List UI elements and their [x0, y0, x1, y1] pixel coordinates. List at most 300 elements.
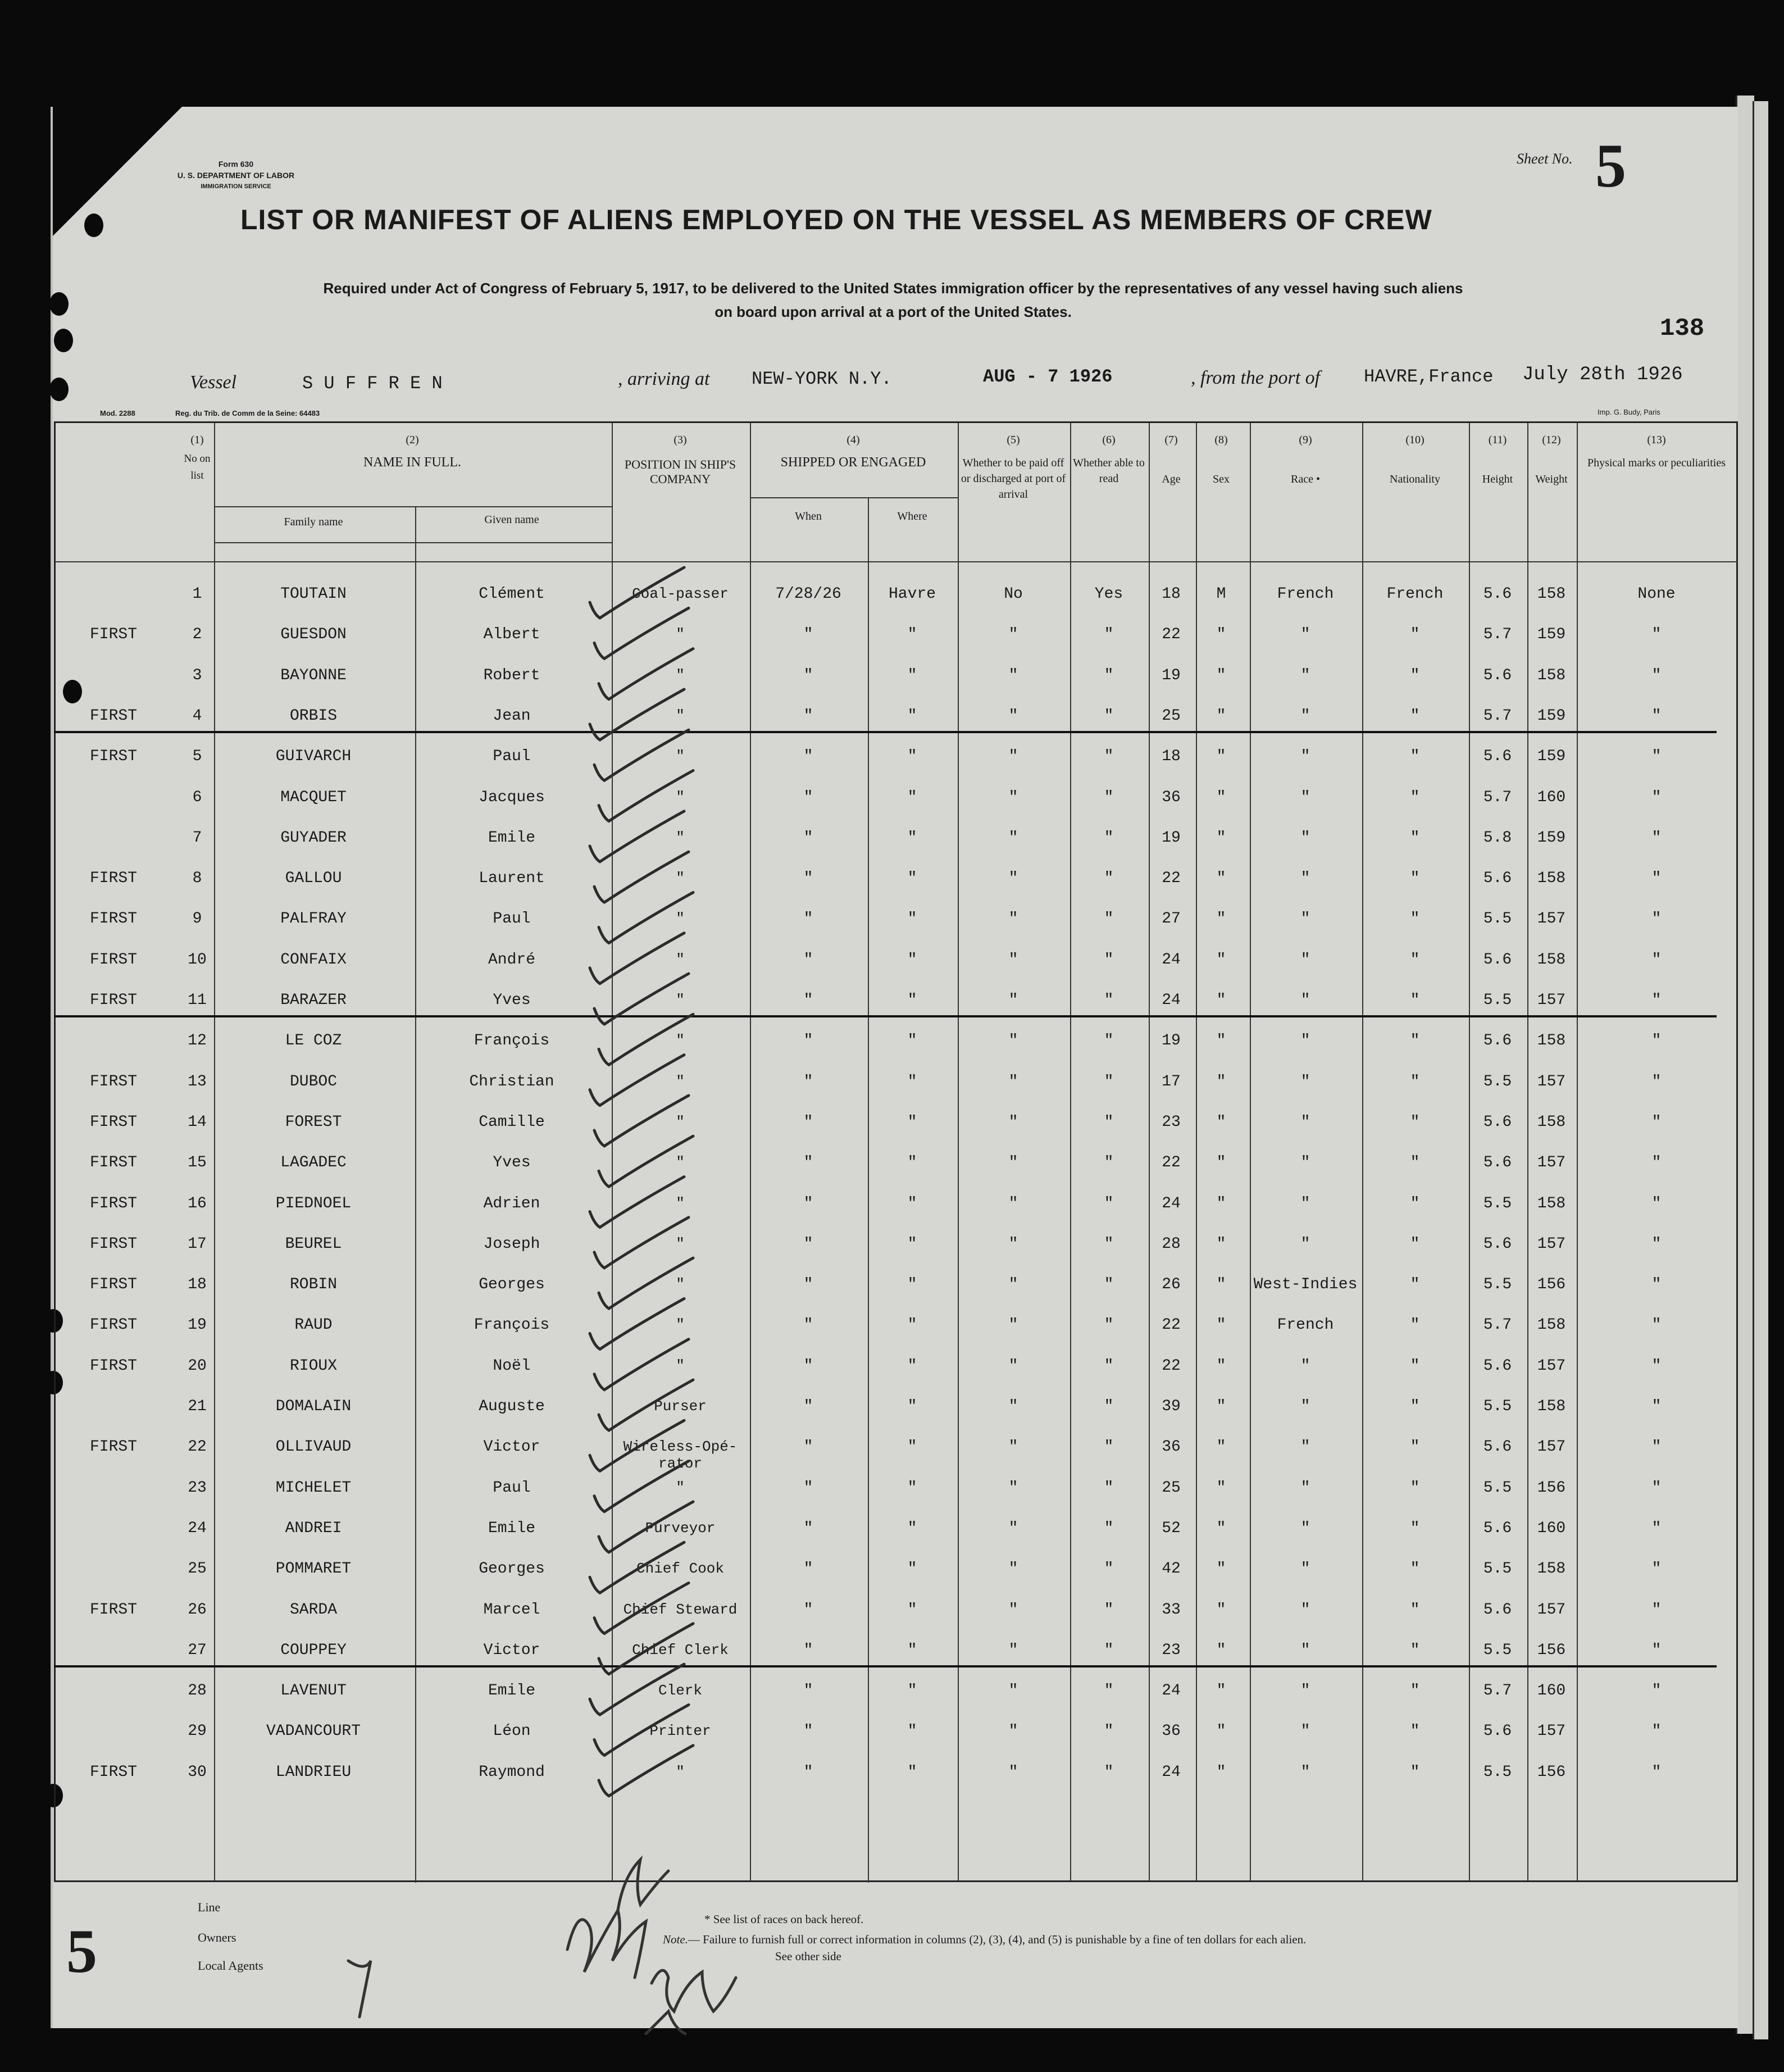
sex: " [1216, 910, 1226, 928]
position: " [676, 1479, 685, 1496]
height: 5.6 [1483, 1113, 1512, 1131]
sex: " [1216, 1398, 1226, 1415]
first-mark: FIRST [89, 707, 137, 725]
physical-marks: " [1651, 951, 1662, 969]
col-header-marks: (13) Physical marks or peculiarities [1587, 434, 1726, 469]
position: Printer [649, 1723, 711, 1740]
shipped-where: " [907, 1519, 917, 1537]
subtitle-line-1: Required under Act of Congress of February 5, 1917, to be delivered to the United States immigration officer by the representatives of any vessel having such aliens [323, 280, 1463, 297]
family-name: OLLIVAUD [275, 1438, 352, 1456]
race: " [1300, 1479, 1310, 1497]
sheet-label: Sheet No. [1517, 151, 1573, 167]
race: " [1300, 1113, 1310, 1131]
given-name: Noël [493, 1357, 531, 1375]
height: 5.7 [1483, 788, 1512, 806]
race: French [1277, 1316, 1334, 1334]
physical-marks: " [1651, 829, 1662, 847]
sex: " [1216, 788, 1226, 806]
printer-imprint: Imp. G. Budy, Paris [1598, 408, 1660, 416]
physical-marks: " [1651, 748, 1662, 766]
nationality: " [1410, 951, 1420, 969]
shipped-when: " [803, 748, 813, 766]
age: 22 [1162, 1357, 1181, 1375]
race: " [1300, 870, 1310, 888]
weight: 158 [1537, 666, 1566, 684]
age: 39 [1162, 1398, 1181, 1415]
weight: 158 [1537, 1113, 1566, 1131]
physical-marks: " [1651, 707, 1662, 725]
nationality: " [1410, 870, 1420, 888]
vessel-name: S U F F R E N [302, 373, 443, 394]
physical-marks: " [1651, 1682, 1662, 1700]
col-header-age: (7) Age [1162, 434, 1181, 485]
able-to-read: " [1104, 788, 1114, 806]
able-to-read: " [1104, 1560, 1114, 1578]
height: 5.6 [1483, 1235, 1512, 1253]
paid-off: " [1008, 1073, 1018, 1090]
able-to-read: " [1104, 992, 1114, 1009]
nationality: " [1410, 1479, 1420, 1497]
weight: 158 [1537, 870, 1566, 888]
position: " [676, 992, 685, 1008]
family-name: RAUD [294, 1316, 333, 1334]
age: 22 [1162, 626, 1181, 644]
row-number: 10 [188, 951, 207, 969]
weight: 158 [1537, 1560, 1566, 1578]
row-number: 4 [192, 707, 202, 725]
check-mark [594, 1096, 689, 1146]
row-number: 6 [192, 788, 202, 806]
position: Chief Steward [623, 1601, 738, 1618]
position: Wireless-Opé- rator [623, 1438, 738, 1473]
given-name: Raymond [479, 1763, 545, 1781]
check-mark [594, 608, 689, 658]
shipped-when: " [803, 1194, 813, 1212]
shipped-when: " [803, 666, 813, 684]
nationality: " [1410, 829, 1420, 847]
family-name: GUIVARCH [275, 748, 352, 766]
physical-marks: " [1651, 1438, 1662, 1456]
check-mark [590, 689, 684, 740]
shipped-when: " [803, 910, 813, 928]
physical-marks: " [1651, 870, 1662, 888]
physical-marks: " [1651, 1519, 1662, 1537]
age: 28 [1162, 1235, 1181, 1253]
nationality: " [1410, 1113, 1420, 1131]
check-mark [594, 1583, 689, 1634]
family-name: SARDA [289, 1601, 337, 1619]
race: " [1300, 707, 1310, 725]
shipped-where: " [907, 951, 917, 969]
able-to-read: " [1104, 1357, 1114, 1375]
physical-marks: " [1651, 1357, 1662, 1375]
paid-off: " [1008, 1154, 1018, 1172]
first-mark: FIRST [89, 1601, 137, 1619]
row-number: 11 [188, 992, 207, 1009]
mod-number: Mod. 2288 [100, 409, 135, 417]
able-to-read: " [1104, 829, 1114, 847]
check-mark [599, 1746, 693, 1796]
row-number: 24 [188, 1519, 207, 1537]
family-name: LANDRIEU [275, 1763, 352, 1781]
sex: " [1216, 1601, 1226, 1619]
able-to-read: " [1104, 1723, 1114, 1741]
shipped-where: " [907, 1357, 917, 1375]
paid-off: " [1008, 748, 1018, 766]
shipped-when: " [803, 1601, 813, 1619]
shipped-where: " [907, 626, 917, 644]
shipped-where: " [907, 748, 917, 766]
first-mark: FIRST [89, 1154, 137, 1172]
shipped-where: " [907, 707, 917, 725]
family-name: ANDREI [285, 1519, 342, 1537]
family-name: BAYONNE [280, 666, 347, 684]
able-to-read: Yes [1094, 585, 1123, 603]
nationality: " [1410, 1601, 1420, 1619]
family-name: FOREST [285, 1113, 342, 1131]
given-name: Joseph [483, 1235, 540, 1253]
shipped-when: " [803, 1032, 813, 1050]
sex: " [1216, 829, 1226, 847]
given-name: Jean [493, 707, 531, 725]
shipped-when: " [803, 829, 813, 847]
able-to-read: " [1104, 1601, 1114, 1619]
row-number: 26 [188, 1601, 207, 1619]
check-mark [594, 1339, 689, 1390]
race: " [1300, 1682, 1310, 1700]
shipped-when: " [803, 1316, 813, 1334]
age: 19 [1162, 1032, 1181, 1050]
shipped-when: " [803, 1682, 813, 1700]
given-name: Paul [493, 910, 531, 928]
row-number: 7 [192, 829, 202, 847]
sex: " [1216, 666, 1226, 684]
shipped-when: " [803, 1398, 813, 1415]
row-number: 25 [188, 1560, 207, 1578]
family-name: LE COZ [285, 1032, 342, 1050]
given-name: Laurent [479, 870, 545, 888]
nationality: " [1410, 1398, 1420, 1415]
shipped-when: " [803, 707, 813, 725]
height: 5.6 [1483, 748, 1512, 766]
row-number: 17 [188, 1235, 207, 1253]
position: " [676, 951, 685, 968]
race: " [1300, 1032, 1310, 1050]
sex: " [1216, 1641, 1226, 1659]
able-to-read: " [1104, 870, 1114, 888]
shipped-when: " [803, 626, 813, 644]
paid-off: " [1008, 1357, 1018, 1375]
given-name: Victor [483, 1641, 540, 1659]
paid-off: " [1008, 870, 1018, 888]
col-header-sex: (8) Sex [1213, 434, 1230, 485]
height: 5.7 [1483, 707, 1512, 725]
physical-marks: " [1651, 1641, 1662, 1659]
row-number: 30 [188, 1763, 207, 1781]
race: " [1300, 1154, 1310, 1172]
service: IMMIGRATION SERVICE [201, 183, 271, 190]
row-number: 18 [188, 1276, 207, 1294]
paid-off: " [1008, 1235, 1018, 1253]
sex: " [1216, 748, 1226, 766]
row-number: 16 [188, 1194, 207, 1212]
able-to-read: " [1104, 1479, 1114, 1497]
weight: 158 [1537, 951, 1566, 969]
shipped-where: " [907, 910, 917, 928]
race: " [1300, 748, 1310, 766]
race: " [1300, 1763, 1310, 1781]
nationality: " [1410, 666, 1420, 684]
height: 5.5 [1483, 1641, 1512, 1659]
age: 19 [1162, 666, 1181, 684]
position: Purveyor [645, 1519, 716, 1537]
paid-off: " [1008, 1519, 1018, 1537]
age: 17 [1162, 1073, 1181, 1090]
shipped-when: " [803, 1276, 813, 1294]
height: 5.5 [1483, 1276, 1512, 1294]
physical-marks: " [1651, 1194, 1662, 1212]
race: " [1300, 1723, 1310, 1741]
from-label: , from the port of [1191, 367, 1321, 388]
family-name: BEUREL [285, 1235, 342, 1253]
vessel-label: Vessel [190, 372, 237, 393]
height: 5.6 [1483, 951, 1512, 969]
position: " [676, 666, 685, 684]
age: 22 [1162, 1154, 1181, 1172]
given-name: Emile [488, 1519, 535, 1537]
check-mark [594, 974, 689, 1024]
position: " [676, 870, 685, 887]
arrival-date: AUG - 7 1926 [983, 366, 1113, 387]
sex: " [1216, 992, 1226, 1009]
weight: 159 [1537, 748, 1566, 766]
nationality: " [1410, 707, 1420, 725]
weight: 158 [1537, 1194, 1566, 1212]
nationality: " [1410, 1073, 1420, 1090]
first-mark: FIRST [89, 910, 137, 928]
sex: M [1216, 585, 1226, 603]
shipped-when: 7/28/26 [775, 585, 841, 603]
physical-marks: " [1651, 1723, 1662, 1741]
race: " [1300, 910, 1310, 928]
height: 5.6 [1483, 1519, 1512, 1537]
check-mark [590, 933, 684, 984]
footer-note-1: * See list of races on back hereof. [704, 1912, 864, 1926]
check-mark [594, 1705, 689, 1755]
height: 5.6 [1483, 666, 1512, 684]
position: " [676, 910, 685, 928]
family-name: ROBIN [289, 1276, 337, 1294]
row-number: 9 [192, 910, 202, 928]
shipped-when: " [803, 1154, 813, 1172]
sex: " [1216, 1357, 1226, 1375]
first-mark: FIRST [89, 1438, 137, 1456]
family-name: POMMARET [275, 1560, 352, 1578]
age: 24 [1162, 951, 1181, 969]
sex: " [1216, 707, 1226, 725]
paid-off: " [1008, 1276, 1018, 1294]
given-name: Léon [493, 1723, 531, 1741]
row-number: 12 [188, 1032, 207, 1050]
position: " [676, 1194, 685, 1212]
family-name: GUYADER [280, 829, 347, 847]
age: 36 [1162, 1723, 1181, 1741]
age: 24 [1162, 1682, 1181, 1700]
weight: 157 [1537, 1154, 1566, 1172]
race: " [1300, 1357, 1310, 1375]
nationality: French [1386, 585, 1444, 603]
paid-off: " [1008, 788, 1018, 806]
first-mark: FIRST [89, 1194, 137, 1212]
family-name: VADANCOURT [266, 1723, 361, 1741]
shipped-where: " [907, 1641, 917, 1659]
able-to-read: " [1104, 1763, 1114, 1781]
physical-marks: " [1651, 1235, 1662, 1253]
position: " [676, 1154, 685, 1171]
family-name: PALFRAY [280, 910, 347, 928]
paid-off: " [1008, 707, 1018, 725]
paid-off: " [1008, 1723, 1018, 1741]
paid-off: " [1008, 1438, 1018, 1456]
note-label: Note. [663, 1933, 688, 1946]
family-name: GALLOU [285, 870, 342, 888]
family-name: GUESDON [280, 626, 347, 644]
height: 5.5 [1483, 1073, 1512, 1090]
position: Clerk [658, 1682, 702, 1700]
shipped-when: " [803, 870, 813, 888]
family-name: ORBIS [289, 707, 337, 725]
given-name: Georges [479, 1276, 545, 1294]
sex: " [1216, 1479, 1226, 1497]
race: " [1300, 829, 1310, 847]
shipped-when: " [803, 1723, 813, 1741]
able-to-read: " [1104, 707, 1114, 725]
age: 36 [1162, 788, 1181, 806]
paid-off: " [1008, 626, 1018, 644]
given-name: André [488, 951, 535, 969]
given-name: Georges [479, 1560, 545, 1578]
sheet-number-bottom: 5 [66, 1917, 97, 1985]
family-name: COUPPEY [280, 1641, 347, 1659]
nationality: " [1410, 1316, 1420, 1334]
given-name: Camille [479, 1113, 545, 1131]
paid-off: " [1008, 829, 1018, 847]
physical-marks: " [1651, 1560, 1662, 1578]
check-mark [590, 1420, 684, 1471]
position: " [676, 1763, 685, 1780]
shipped-where: " [907, 1316, 917, 1334]
physical-marks: " [1651, 626, 1662, 644]
check-mark [594, 1217, 689, 1268]
first-mark: FIRST [89, 626, 137, 644]
race: " [1300, 951, 1310, 969]
shipped-when: " [803, 992, 813, 1009]
given-name: Albert [483, 626, 540, 644]
given-name: Paul [493, 1479, 531, 1497]
handwritten-signature [348, 1860, 736, 2034]
weight: 156 [1537, 1763, 1566, 1781]
check-mark [590, 1298, 684, 1349]
sex: " [1216, 1438, 1226, 1456]
first-mark: FIRST [89, 1763, 137, 1781]
nationality: " [1410, 1641, 1420, 1659]
physical-marks: " [1651, 1601, 1662, 1619]
physical-marks: " [1651, 1276, 1662, 1294]
given-name: Emile [488, 829, 535, 847]
shipped-where: " [907, 1113, 917, 1131]
check-mark [590, 811, 684, 862]
physical-marks: " [1651, 666, 1662, 684]
row-number: 13 [188, 1073, 207, 1090]
height: 5.6 [1483, 1357, 1512, 1375]
race: " [1300, 1601, 1310, 1619]
shipped-when: " [803, 1763, 813, 1781]
height: 5.6 [1483, 1032, 1512, 1050]
footer-owners-label: Owners [198, 1930, 236, 1944]
given-name: François [474, 1032, 550, 1050]
physical-marks: " [1651, 1763, 1662, 1781]
position: " [676, 1357, 685, 1374]
check-mark [594, 730, 689, 780]
age: 52 [1162, 1519, 1181, 1537]
family-name: LAVENUT [280, 1682, 347, 1700]
paid-off: " [1008, 1763, 1018, 1781]
shipped-when: " [803, 1438, 813, 1456]
physical-marks: None [1637, 585, 1676, 603]
given-name: Robert [483, 666, 540, 684]
position: Chief Cook [636, 1560, 725, 1578]
able-to-read: " [1104, 1276, 1114, 1294]
weight: 156 [1537, 1276, 1566, 1294]
physical-marks: " [1651, 1032, 1662, 1050]
race: " [1300, 666, 1310, 684]
nationality: " [1410, 1560, 1420, 1578]
family-name: MACQUET [280, 788, 347, 806]
shipped-where: " [907, 1479, 917, 1497]
able-to-read: " [1104, 951, 1114, 969]
age: 18 [1162, 585, 1181, 603]
shipped-when: " [803, 1073, 813, 1090]
height: 5.6 [1483, 1154, 1512, 1172]
family-name: TOUTAIN [280, 585, 347, 603]
given-name: Jacques [479, 788, 545, 806]
form-number: Form 630 [218, 160, 254, 169]
row-number: 21 [188, 1398, 207, 1415]
row-number: 2 [192, 626, 202, 644]
height: 5.7 [1483, 1316, 1512, 1334]
height: 5.5 [1483, 1763, 1512, 1781]
col-header-nationality: (10) Nationality [1390, 434, 1440, 485]
height: 5.5 [1483, 992, 1512, 1009]
age: 24 [1162, 1194, 1181, 1212]
family-name: PIEDNOEL [275, 1194, 352, 1212]
position: " [676, 1316, 685, 1334]
paid-off: " [1008, 1601, 1018, 1619]
col-header-weight: (12) Weight [1535, 434, 1568, 485]
position: " [676, 1032, 685, 1049]
nationality: " [1410, 992, 1420, 1009]
weight: 158 [1537, 1032, 1566, 1050]
given-name: François [474, 1316, 550, 1334]
shipped-where: " [907, 1194, 917, 1212]
shipped-when: " [803, 1479, 813, 1497]
paid-off: No [1004, 585, 1023, 603]
weight: 157 [1537, 992, 1566, 1009]
nationality: " [1410, 1438, 1420, 1456]
col-header-position: (3) POSITION IN SHIP'S COMPANY [624, 434, 736, 486]
height: 5.6 [1483, 1601, 1512, 1619]
paid-off: " [1008, 1641, 1018, 1659]
